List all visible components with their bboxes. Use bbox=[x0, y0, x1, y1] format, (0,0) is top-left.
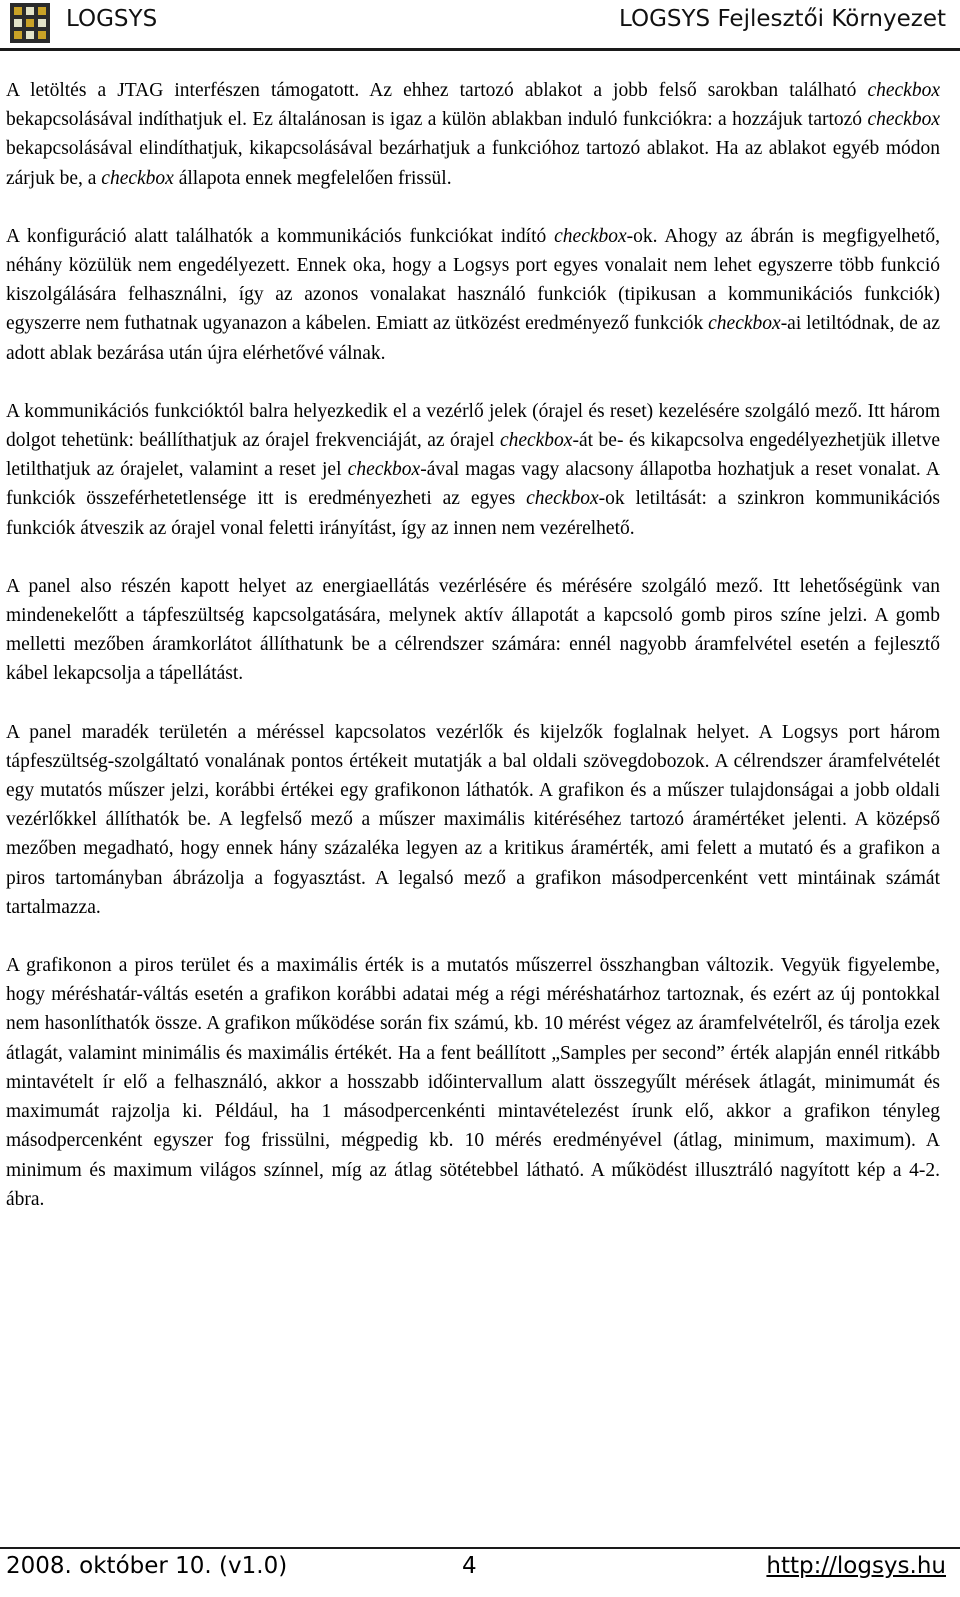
italic-term: checkbox bbox=[526, 488, 599, 510]
text-run: A letöltés a JTAG interfészen támogatott. Az ehhez tartozó ablakot a jobb felső sarokban található bbox=[6, 80, 868, 101]
header-divider bbox=[0, 48, 960, 51]
brand-name: LOGSYS bbox=[66, 6, 158, 32]
italic-term: checkbox bbox=[708, 313, 781, 335]
paragraph bbox=[6, 76, 940, 193]
page-header bbox=[0, 0, 960, 44]
text-run: bekapcsolásával indíthatjuk el. Ez általánosan is igaz a külön ablakban induló funkciókra: a hozzájuk tartozó bbox=[6, 109, 868, 131]
text-run: -ai letiltódnak, de az adott ablak bezárása után újra elérhetővé válnak. bbox=[6, 313, 940, 364]
text-run: -ok letiltását: a szinkron kommunikációs funkciók átveszik az órajel vonal feletti irányítást, így az innen nem vezérelhető. bbox=[6, 488, 940, 539]
footer-date: 2008. október 10. (v1.0) bbox=[6, 1553, 288, 1579]
italic-term: checkbox bbox=[101, 167, 174, 189]
page-number: 4 bbox=[462, 1553, 477, 1579]
page-footer bbox=[0, 1547, 960, 1587]
text-run: A panel maradék területén a méréssel kapcsolatos vezérlők és kijelzők foglalnak helyet. A Logsys port három tápfeszültség-szolgáltató vonalának pontos értékeit mutatják a bal oldali szövegdobozok. A célrendszer áramfelvételét egy mutatós műszer jelzi, korábbi értékei egy grafikonon láthatók. A grafikon és a műszer tulajdonságai a jobb oldali vezérlőkkel állíthatók be. A legfelső mező a műszer maximális kitéréséhez tartozó áramértéket jelenti. A középső mezőben megadható, hogy ennek hány százaléka legyen az a kritikus áramérték, ami felett a mutató és a grafikon a piros tartományban ábrázolja a fogyasztást. A legalsó mező a grafikon másodpercenként vett mintáinak számát tartalmazza. bbox=[6, 721, 940, 918]
logsys-logo-icon bbox=[10, 3, 50, 43]
text-run: állapota ennek megfelelően frissül. bbox=[173, 167, 452, 189]
italic-term: checkbox bbox=[347, 459, 421, 481]
text-run: A kommunikációs funkcióktól balra helyezkedik el a vezérlő jelek (órajel és reset) kezelésére szolgáló mező. Itt három dolgot tehetünk: beállíthatjuk az órajel frekvenciáját, az órajel bbox=[6, 400, 940, 452]
text-run: -ok. Ahogy az ábrán is megfigyelhető, néhány közülük nem engedélyezett. Ennek oka, hogy a Logsys port egyes vonalait nem lehet egyszerre több funkció kiszolgálására felhasználni, így az azonos vonalakat használó funkciók (tipikusan a kommunikációs funkciók) egyszerre nem futhatnak ugyanazon a kábelen. Emiatt az ütközést eredményező funkciók bbox=[6, 225, 940, 335]
paragraph bbox=[6, 572, 940, 689]
text-run: A grafikonon a piros terület és a maximális érték is a mutatós műszerrel összhangban változik. Vegyük figyelembe, hogy méréshatár-váltás esetén a grafikon korábbi adatai még a régi méréshatárhoz tartoznak, és ezért az új pontokkal nem hasonlíthatók össze. A grafikon működése során fix számú, kb. 10 mérést végez az áramfelvételről, és tárolja ezek átlagát, valamint minimális és maximális értékét. Ha a fent beállított „Samples per second” érték alapján ennél ritkább mintavételt ír elő a felhasználó, akkor a hosszabb időintervallum alatt összegyűlt mérések átlagát, minimumát és maximumát rajzolja ki. Például, ha 1 másodpercenkénti mintavételezést írunk elő, akkor a grafikon tényleg másodpercenként egyszer fog frissülni, mégpedig kb. 10 mérés eredményével (átlag, minimum, maximum). A minimum és maximum világos színnel, míg az átlag sötétebbel látható. A működést illusztráló nagyított kép a 4-2. ábra. bbox=[6, 955, 940, 1210]
text-run: bekapcsolásával elindíthatjuk, kikapcsolásával bezárhatjuk a funkcióhoz tartozó ablakot. Ha az ablakot egyéb módon zárjuk be, a bbox=[6, 138, 940, 189]
paragraph bbox=[6, 222, 940, 368]
italic-term: checkbox bbox=[867, 109, 940, 131]
paragraph bbox=[6, 397, 940, 543]
document-body bbox=[6, 76, 940, 1243]
document-title: LOGSYS Fejlesztői Környezet bbox=[618, 6, 946, 32]
italic-term: checkbox bbox=[867, 80, 940, 101]
text-run: A konfiguráció alatt találhatók a kommunikációs funkciókat indító bbox=[6, 225, 555, 247]
paragraph bbox=[6, 951, 940, 1214]
italic-term: checkbox bbox=[554, 225, 627, 247]
italic-term: checkbox bbox=[499, 430, 573, 452]
footer-divider bbox=[0, 1547, 960, 1549]
paragraph bbox=[6, 718, 940, 922]
website-link[interactable]: http://logsys.hu bbox=[766, 1553, 946, 1579]
text-run: -át be- és kikapcsolva engedélyezhetjük illetve letilthatjuk az órajelet, valamint a reset jel bbox=[6, 430, 940, 481]
text-run: A panel also részén kapott helyet az energiaellátás vezérlésére és mérésére szolgáló mező. Itt lehetőségünk van mindenekelőtt a tápfeszültség kapcsolgatására, melynek aktív állapotát a kapcsoló gomb piros színe jelzi. A gomb melletti mezőben áramkorlátot állíthatunk be a célrendszer számára: ennél nagyobb áramfelvétel esetén a fejlesztő kábel lekapcsolja a tápellátást. bbox=[6, 575, 940, 685]
text-run: -ával magas vagy alacsony állapotba hozhatjuk a reset vonalat. A funkciók összeférhetetlensége itt is eredményezheti az egyes bbox=[6, 459, 940, 510]
